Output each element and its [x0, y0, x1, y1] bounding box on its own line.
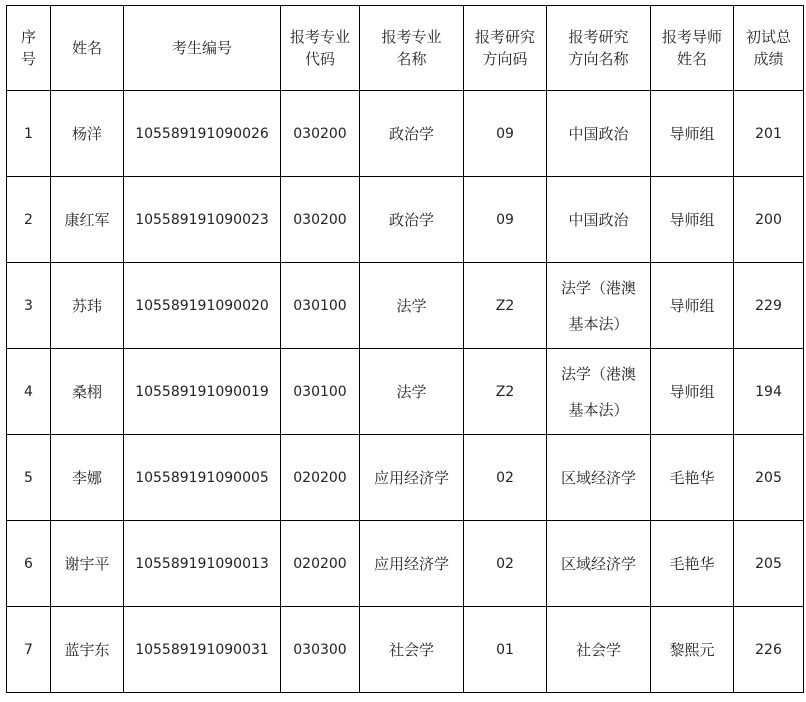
header-major-name: 报考专业 名称 [360, 6, 464, 91]
table-row [7, 521, 804, 607]
header-name: 姓名 [51, 6, 124, 91]
table-row [7, 263, 804, 349]
direction-name-line: 中国政治 [568, 210, 629, 229]
cell-major-code: 030100 [281, 263, 360, 349]
cell-major-code: 030200 [281, 177, 360, 263]
direction-name-line: 区域经济学 [560, 468, 636, 487]
cell-score: 205 [734, 521, 804, 607]
cell-major-name: 法学 [360, 349, 464, 435]
header-score: 初试总 成绩 [734, 6, 804, 91]
cell-name: 李娜 [51, 435, 124, 521]
cell-direction-name [547, 263, 651, 349]
header-row [7, 6, 804, 91]
cell-advisor: 导师组 [651, 177, 734, 263]
direction-name-line: 区域经济学 [560, 554, 636, 573]
cell-direction-code: 01 [464, 607, 547, 693]
cell-major-code: 030200 [281, 91, 360, 177]
cell-major-code: 020200 [281, 435, 360, 521]
cell-score: 194 [734, 349, 804, 435]
cell-score: 201 [734, 91, 804, 177]
cell-direction-name [547, 521, 651, 607]
cell-direction-name [547, 349, 651, 435]
cell-major-name: 政治学 [360, 91, 464, 177]
cell-candidate-id: 105589191090026 [124, 91, 281, 177]
cell-candidate-id: 105589191090019 [124, 349, 281, 435]
cell-name: 杨洋 [51, 91, 124, 177]
cell-major-name: 法学 [360, 263, 464, 349]
direction-name-line: 社会学 [575, 640, 621, 659]
cell-major-code: 020200 [281, 521, 360, 607]
header-major-code: 报考专业 代码 [281, 6, 360, 91]
cell-direction-code: Z2 [464, 263, 547, 349]
cell-name: 谢宇平 [51, 521, 124, 607]
cell-advisor: 导师组 [651, 263, 734, 349]
cell-advisor: 毛艳华 [651, 521, 734, 607]
cell-direction-name [547, 435, 651, 521]
cell-direction-code: 02 [464, 435, 547, 521]
direction-name-line: 法学（港澳 [560, 278, 636, 297]
table-row [7, 607, 804, 693]
cell-direction-code: 02 [464, 521, 547, 607]
cell-advisor: 导师组 [651, 349, 734, 435]
table-body [7, 91, 804, 693]
header-seq: 序 号 [7, 6, 51, 91]
header-candidate-id: 考生编号 [124, 6, 281, 91]
cell-major-name: 社会学 [360, 607, 464, 693]
cell-name: 康红军 [51, 177, 124, 263]
cell-advisor: 黎熙元 [651, 607, 734, 693]
cell-candidate-id: 105589191090031 [124, 607, 281, 693]
cell-seq: 2 [7, 177, 51, 263]
direction-name-line: 中国政治 [568, 124, 629, 143]
cell-major-code: 030300 [281, 607, 360, 693]
cell-candidate-id: 105589191090023 [124, 177, 281, 263]
cell-seq: 4 [7, 349, 51, 435]
cell-score: 205 [734, 435, 804, 521]
cell-direction-code: Z2 [464, 349, 547, 435]
cell-advisor: 导师组 [651, 91, 734, 177]
table-row [7, 177, 804, 263]
direction-name-line: 基本法） [568, 400, 629, 419]
cell-seq: 3 [7, 263, 51, 349]
cell-major-name: 应用经济学 [360, 435, 464, 521]
cell-seq: 6 [7, 521, 51, 607]
cell-name: 苏玮 [51, 263, 124, 349]
header-direction-name: 报考研究 方向名称 [547, 6, 651, 91]
cell-candidate-id: 105589191090013 [124, 521, 281, 607]
cell-direction-code: 09 [464, 177, 547, 263]
table-row [7, 91, 804, 177]
cell-name: 桑栩 [51, 349, 124, 435]
cell-major-name: 应用经济学 [360, 521, 464, 607]
cell-score: 200 [734, 177, 804, 263]
direction-name-line: 基本法） [568, 314, 629, 333]
cell-advisor: 毛艳华 [651, 435, 734, 521]
direction-name-line: 法学（港澳 [560, 364, 636, 383]
cell-seq: 1 [7, 91, 51, 177]
cell-candidate-id: 105589191090005 [124, 435, 281, 521]
cell-seq: 7 [7, 607, 51, 693]
admission-table [6, 5, 804, 693]
cell-score: 229 [734, 263, 804, 349]
cell-candidate-id: 105589191090020 [124, 263, 281, 349]
header-direction-code: 报考研究 方向码 [464, 6, 547, 91]
table-row [7, 435, 804, 521]
table-row [7, 349, 804, 435]
cell-direction-code: 09 [464, 91, 547, 177]
cell-major-code: 030100 [281, 349, 360, 435]
cell-direction-name [547, 607, 651, 693]
header-advisor: 报考导师 姓名 [651, 6, 734, 91]
cell-score: 226 [734, 607, 804, 693]
cell-direction-name [547, 91, 651, 177]
cell-major-name: 政治学 [360, 177, 464, 263]
cell-name: 蓝宇东 [51, 607, 124, 693]
cell-direction-name [547, 177, 651, 263]
cell-seq: 5 [7, 435, 51, 521]
